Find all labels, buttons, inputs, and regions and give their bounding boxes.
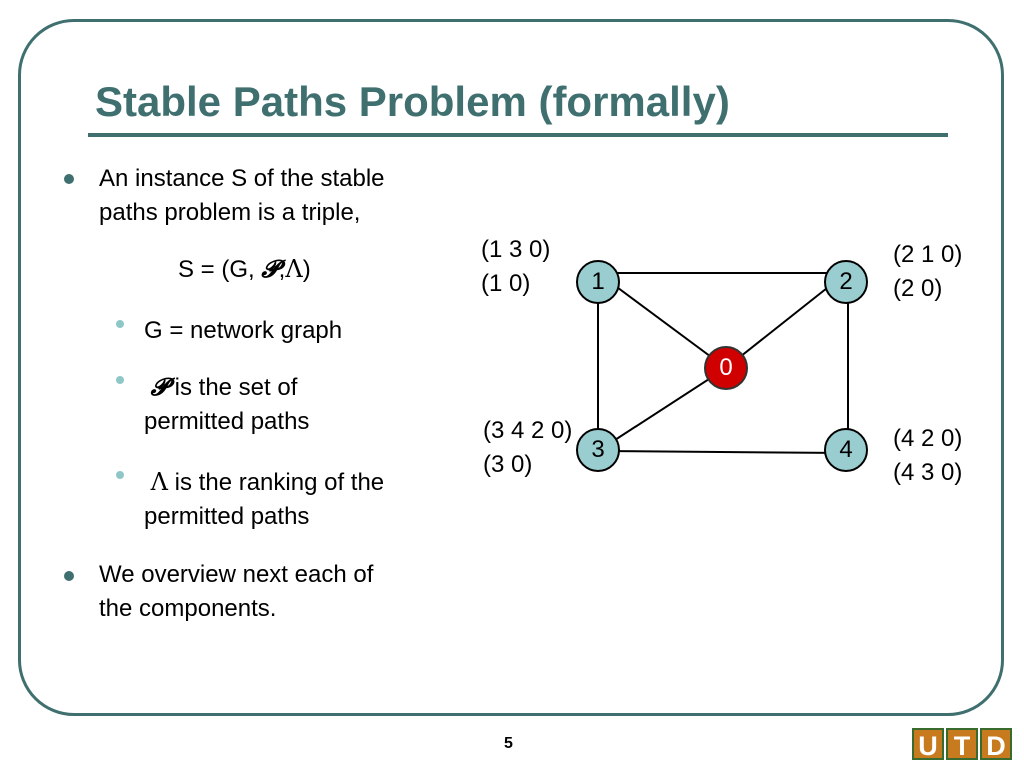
sub-bullet-2-line-2: permitted paths bbox=[144, 408, 310, 435]
logo-letter-t: T bbox=[946, 728, 978, 760]
node-2-path-list bbox=[893, 238, 962, 306]
node-1: 1 bbox=[576, 260, 620, 304]
sub-bullet-3-line-1: Λ is the ranking of the bbox=[150, 468, 385, 496]
node-4: 4 bbox=[824, 428, 868, 472]
sub-bullet-2-line-1: 𝓟 is the set of bbox=[150, 372, 298, 401]
formula-comma: , bbox=[278, 256, 286, 283]
utd-logo bbox=[912, 728, 1012, 760]
node-3-path-2: (3 0) bbox=[483, 451, 533, 478]
logo-letter-d: D bbox=[980, 728, 1012, 760]
triple-formula bbox=[178, 254, 311, 284]
bullet-1-line-1: An instance S of the stable bbox=[99, 165, 385, 192]
formula-suffix: ) bbox=[302, 256, 311, 283]
sub-bullet-dot bbox=[116, 471, 124, 479]
node-2-path-2: (2 0) bbox=[893, 275, 943, 302]
node-2-path-1: (2 1 0) bbox=[893, 241, 963, 268]
bullet-1-text bbox=[99, 162, 385, 230]
title-underline bbox=[88, 133, 948, 137]
sub-bullet-dot bbox=[116, 376, 124, 384]
bullet-2-text bbox=[99, 558, 373, 626]
node-1-path-2: (1 0) bbox=[481, 270, 531, 297]
formula-lambda-symbol: Λ bbox=[285, 255, 303, 283]
node-1-path-list bbox=[481, 233, 550, 301]
node-4-path-1: (4 2 0) bbox=[893, 425, 963, 452]
node-2: 2 bbox=[824, 260, 868, 304]
slide-title: Stable Paths Problem (formally) bbox=[95, 78, 730, 125]
node-3: 3 bbox=[576, 428, 620, 472]
node-0: 0 bbox=[704, 346, 748, 390]
sub-bullet-3-text bbox=[144, 465, 384, 534]
sub-bullet-1-line-1: G = network graph bbox=[144, 317, 343, 344]
logo-letter-u: U bbox=[912, 728, 944, 760]
node-4-path-2: (4 3 0) bbox=[893, 459, 963, 486]
sub-bullet-dot bbox=[116, 320, 124, 328]
bullet-dot bbox=[64, 571, 74, 581]
page-number: 5 bbox=[504, 735, 513, 752]
node-1-path-1: (1 3 0) bbox=[481, 236, 551, 263]
bullet-2-line-1: We overview next each of bbox=[99, 561, 374, 588]
node-3-path-list bbox=[483, 414, 572, 482]
sub-bullet-1-text bbox=[144, 314, 342, 348]
sub-bullet-2-text bbox=[144, 370, 309, 439]
sub-bullet-2-p-symbol: 𝓟 bbox=[150, 372, 168, 401]
bullet-1-line-2: paths problem is a triple, bbox=[99, 199, 361, 226]
node-4-path-list bbox=[893, 422, 962, 490]
sub-bullet-3-lambda-symbol: Λ bbox=[150, 468, 169, 496]
formula-p-symbol: 𝓟 bbox=[261, 254, 279, 283]
formula-prefix: S = (G, bbox=[178, 256, 262, 283]
sub-bullet-3-line-2: permitted paths bbox=[144, 503, 310, 530]
bullet-2-line-2: the components. bbox=[99, 595, 277, 622]
bullet-dot bbox=[64, 174, 74, 184]
edge-3-4 bbox=[598, 451, 846, 453]
node-3-path-1: (3 4 2 0) bbox=[483, 417, 573, 444]
